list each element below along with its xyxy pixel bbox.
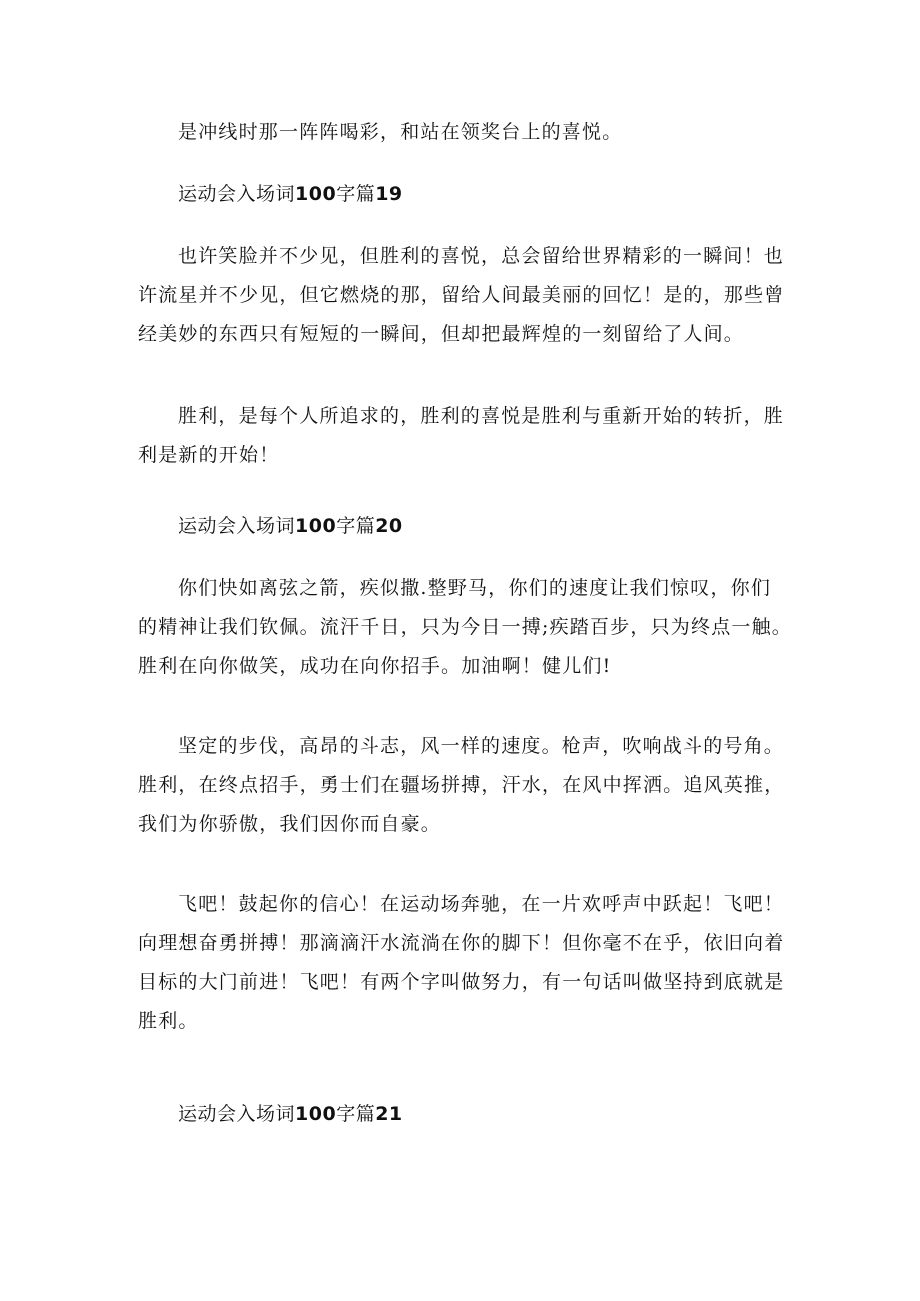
text-line: 目标的大门前进！飞吧！有两个字叫做努力，有一句话叫做坚持到底就是 bbox=[138, 971, 785, 993]
heading-number: 100 bbox=[295, 1103, 337, 1125]
heading-number: 100 bbox=[295, 515, 337, 537]
heading-mid: 字篇 bbox=[336, 1103, 376, 1125]
heading-mid: 字篇 bbox=[336, 183, 376, 205]
text-line: 的精神让我们钦佩。流汗千日，只为今日一搏;疾踏百步，只为终点一触。 bbox=[138, 616, 793, 638]
text-line: 飞吧！鼓起你的信心！在运动场奔驰，在一片欢呼声中跃起！飞吧！ bbox=[178, 893, 785, 915]
text-line: 许流星并不少见，但它燃烧的那，留给人间最美丽的回忆！是的，那些曾 bbox=[138, 284, 785, 306]
heading-prefix: 运动会入场词 bbox=[178, 1103, 296, 1125]
heading-mid: 字篇 bbox=[336, 515, 376, 537]
paragraph bbox=[138, 397, 783, 475]
section-heading-21 bbox=[178, 1095, 823, 1134]
paragraph bbox=[138, 885, 783, 1041]
text-line: 向理想奋勇拼搏！那滴滴汗水流淌在你的脚下！但你毫不在乎，依旧向着 bbox=[138, 932, 785, 954]
text-line: 你们快如离弦之箭，疾似撒.整野马，你们的速度让我们惊叹，你们 bbox=[178, 577, 772, 599]
text-line: 胜利，是每个人所追求的，胜利的喜悦是胜利与重新开始的转折，胜 bbox=[178, 405, 785, 427]
text-line: 胜利。 bbox=[138, 1010, 199, 1032]
heading-index: 19 bbox=[375, 183, 403, 205]
heading-prefix: 运动会入场词 bbox=[178, 515, 296, 537]
text-line: 也许笑脸并不少见，但胜利的喜悦，总会留给世界精彩的一瞬间！也 bbox=[178, 245, 785, 267]
heading-index: 21 bbox=[375, 1103, 403, 1125]
paragraph bbox=[138, 727, 783, 844]
text-line: 是冲线时那一阵阵喝彩，和站在领奖台上的喜悦。 bbox=[178, 121, 623, 143]
text-line: 经美妙的东西只有短短的一瞬间，但却把最辉煌的一刻留给了人间。 bbox=[138, 323, 745, 345]
heading-index: 20 bbox=[375, 515, 403, 537]
text-line: 我们为你骄傲，我们因你而自豪。 bbox=[138, 813, 442, 835]
section-heading-20 bbox=[178, 507, 823, 546]
section-heading-19 bbox=[178, 175, 823, 214]
heading-number: 100 bbox=[295, 183, 337, 205]
text-line: 利是新的开始！ bbox=[138, 444, 280, 466]
paragraph-continuation bbox=[138, 113, 783, 152]
text-line: 胜利在向你做笑，成功在向你招手。加油啊！健儿们! bbox=[138, 655, 612, 677]
paragraph bbox=[138, 569, 793, 686]
text-line: 坚定的步伐，高昂的斗志，风一样的速度。枪声，吹响战斗的号角。 bbox=[178, 735, 785, 757]
paragraph bbox=[138, 237, 783, 354]
heading-prefix: 运动会入场词 bbox=[178, 183, 296, 205]
text-line: 胜利，在终点招手，勇士们在疆场拼搏，汗水，在风中挥洒。追风英推， bbox=[138, 774, 785, 796]
